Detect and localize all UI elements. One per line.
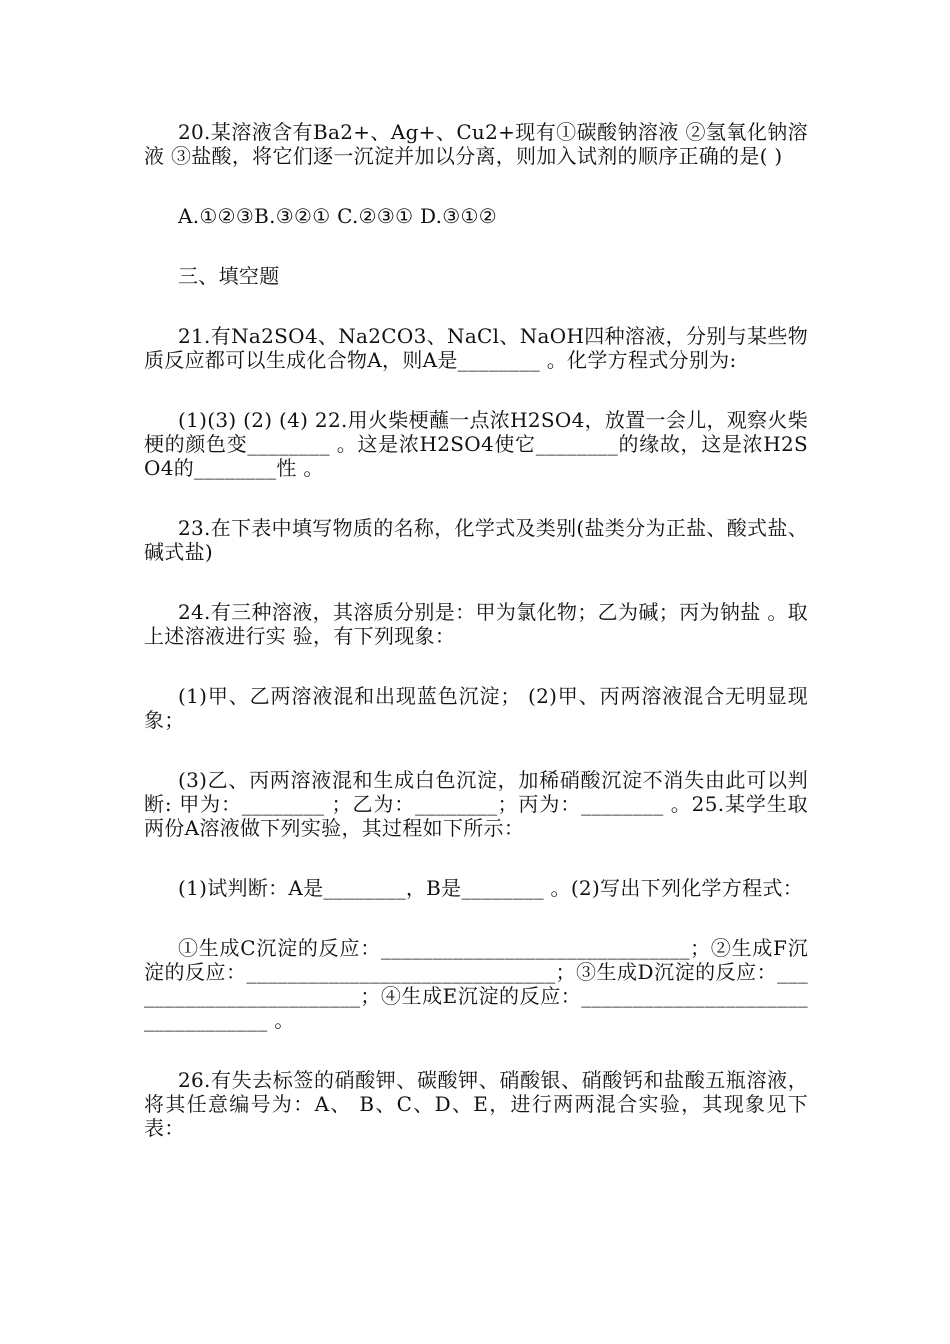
question-25-part-1: (1)试判断：A是________，B是________ 。(2)写出下列化学方程式： [178, 876, 804, 900]
document-body [144, 120, 808, 1176]
question-23: 23.在下表中填写物质的名称，化学式及类别(盐类分为正盐、酸式盐、碱式盐) [144, 516, 808, 564]
question-24: 24.有三种溶液，其溶质分别是：甲为氯化物；乙为碱；丙为钠盐 。取上述溶液进行实 验，有下列现象： [144, 600, 808, 648]
section-heading-fill-in: 三、填空题 [178, 264, 280, 288]
question-21-22: (1)(3) (2) (4) 22.用火柴梗蘸一点浓H2SO4，放置一会儿，观察火柴梗的颜色变________ 。这是浓H2SO4使它________的缘故，这是浓H2SO4的________性 。 [144, 408, 808, 480]
question-25-equations: ①生成C沉淀的反应：______________________________；②生成F沉淀的反应：______________________________；③生成D沉淀的反应：________________________；④生成E沉淀的反应：__________________________________ 。 [144, 936, 808, 1032]
question-20: 20.某溶液含有Ba2+、Ag+、Cu2+现有①碳酸钠溶液 ②氢氧化钠溶液 ③盐酸，将它们逐一沉淀并加以分离，则加入试剂的顺序正确的是( ) [144, 120, 808, 168]
question-20-options: A.①②③B.③②① C.②③① D.③①② [178, 204, 497, 228]
question-24-observation-1-2: (1)甲、乙两溶液混和出现蓝色沉淀； (2)甲、丙两溶液混合无明显现象； [144, 684, 808, 732]
question-26: 26.有失去标签的硝酸钾、碳酸钾、硝酸银、硝酸钙和盐酸五瓶溶液，将其任意编号为：A、 B、C、D、E，进行两两混合实验，其现象见下表： [144, 1068, 808, 1140]
question-24-observation-3-and-25: (3)乙、丙两溶液混和生成白色沉淀，加稀硝酸沉淀不消失由此可以判断: 甲为：________ ；乙为：________；丙为：________ 。25.某学生取两份A溶液做下列实验，其过程如下所示： [144, 768, 808, 840]
question-21: 21.有Na2SO4、Na2CO3、NaCl、NaOH四种溶液，分别与某些物质反应都可以生成化合物A，则A是________ 。化学方程式分别为: [144, 324, 808, 372]
